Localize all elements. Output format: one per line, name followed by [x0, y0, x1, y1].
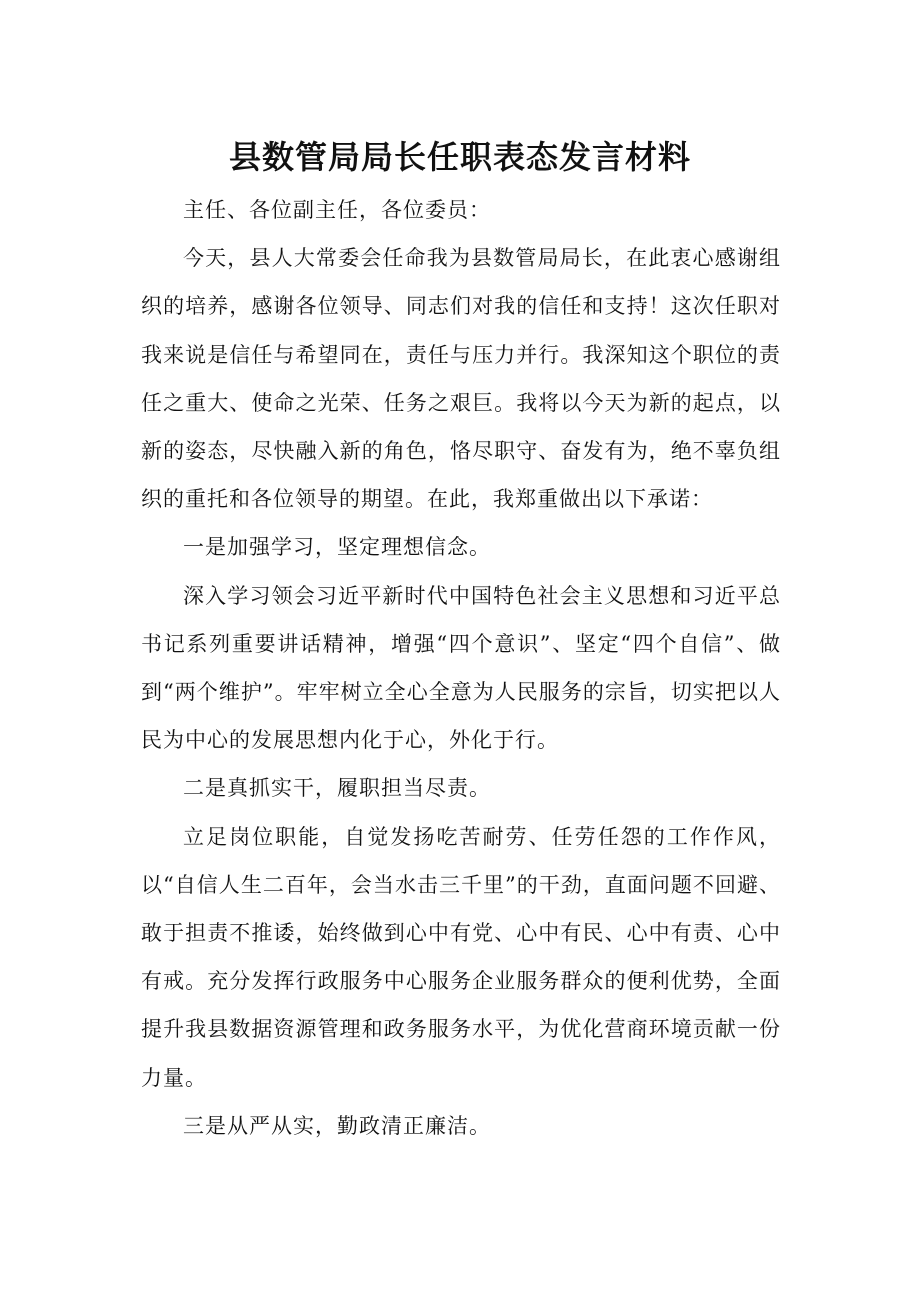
document-title: 县数管局局长任职表态发言材料: [228, 138, 691, 177]
paragraph-intro: 今天，县人大常委会任命我为县数管局局长，在此衷心感谢组织的培养，感谢各位领导、同志们对我的信任和支持！这次任职对我来说是信任与希望同在，责任与压力并行。我深知这个职位的责任之重大、使命之光荣、任务之艰巨。我将以今天为新的起点，以新的姿态，尽快融入新的角色，恪尽职守、奋发有为，绝不辜负组织的重托和各位领导的期望。在此，我郑重做出以下承诺：: [141, 246, 781, 512]
document-body: [141, 186, 781, 1150]
paragraph-body-1: 深入学习领会习近平新时代中国特色社会主义思想和习近平总书记系列重要讲话精神，增强“四个意识”、坚定“四个自信”、做到“两个维护”。牢牢树立全心全意为人民服务的宗旨，切实把以人民为中心的发展思想内化于心，外化于行。: [141, 583, 781, 753]
paragraph-heading-3: 三是从严从实，勤政清正廉洁。: [183, 1113, 491, 1138]
paragraph-body-2: 立足岗位职能，自觉发扬吃苦耐劳、任劳任怨的工作作风，以“自信人生二百年，会当水击三千里”的干劲，直面问题不回避、敢于担责不推诿，始终做到心中有党、心中有民、心中有责、心中有戒。充分发挥行政服务中心服务企业服务群众的便利优势，全面提升我县数据资源管理和政务服务水平，为优化营商环境贡献一份力量。: [141, 824, 781, 1090]
paragraph-heading-1: 一是加强学习，坚定理想信念。: [183, 535, 491, 560]
paragraph-salutation: 主任、各位副主任，各位委员：: [183, 198, 491, 222]
paragraph-heading-2: 二是真抓实干，履职担当尽责。: [183, 776, 491, 801]
